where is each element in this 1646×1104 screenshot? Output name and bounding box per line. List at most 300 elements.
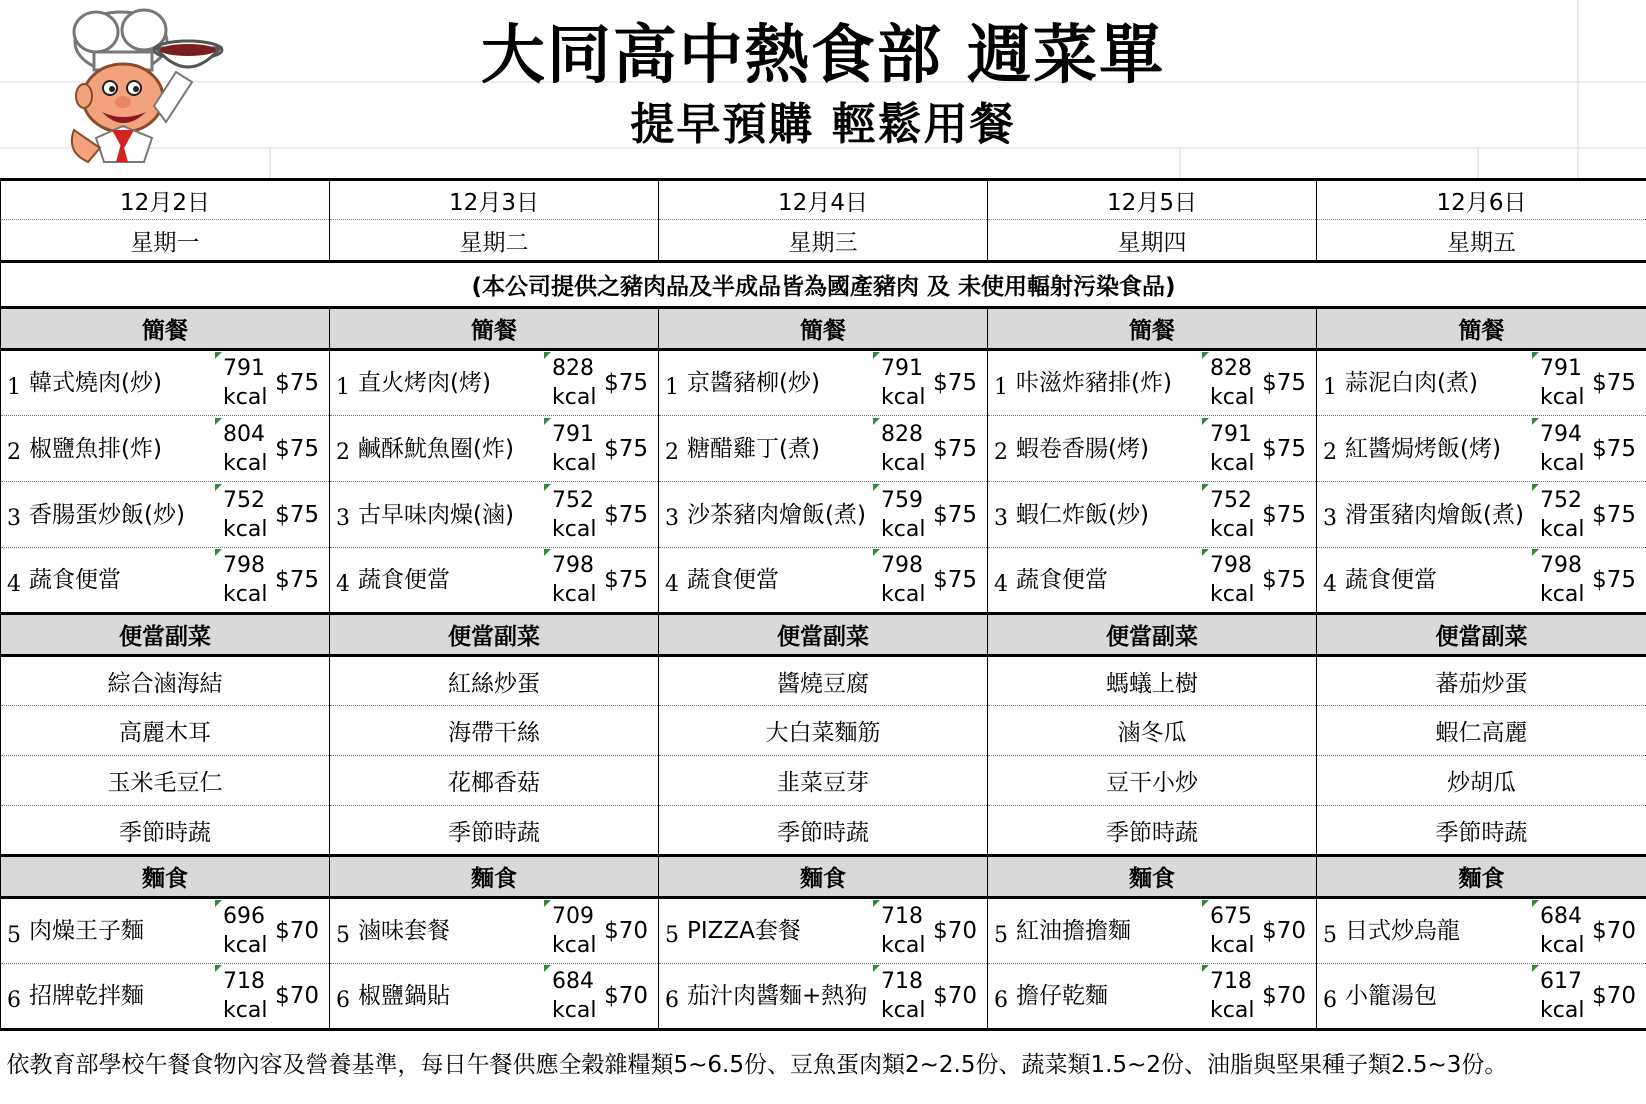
- item-calories: [873, 967, 931, 1025]
- item-price: $70: [275, 983, 319, 1009]
- section-header-noodles: 麵食: [1317, 856, 1646, 898]
- calories-unit: kcal: [552, 998, 597, 1023]
- date-cell: 12月6日: [1317, 180, 1646, 220]
- item-number: 4: [1323, 571, 1337, 597]
- item-price: $75: [604, 567, 648, 593]
- calories-value: 696: [223, 904, 265, 929]
- item-calories: [215, 551, 273, 609]
- item-number: 4: [665, 571, 679, 597]
- item-number: 2: [7, 440, 21, 465]
- item-calories: [1532, 967, 1590, 1025]
- menu-item: [988, 350, 1317, 416]
- item-calories: [1202, 486, 1260, 544]
- item-number: 2: [336, 440, 350, 465]
- page-title: 大同高中熱食部 週菜單: [480, 19, 1166, 93]
- calories-unit: kcal: [552, 450, 597, 476]
- weekday-cell: 星期三: [659, 220, 988, 262]
- side-dish: 滷冬瓜: [988, 706, 1317, 756]
- menu-item-content: [330, 964, 658, 1028]
- menu-item-content: [330, 548, 658, 612]
- item-number: 3: [7, 506, 21, 531]
- menu-item-content: [330, 416, 658, 481]
- side-dish: 豆干小炒: [988, 756, 1317, 806]
- menu-item-content: [659, 351, 987, 415]
- item-calories: [544, 967, 602, 1025]
- side-row: [1, 656, 1646, 706]
- calories-unit: kcal: [1540, 516, 1585, 542]
- item-name: 古早味肉燥(滷): [358, 501, 514, 528]
- side-dish: 玉米毛豆仁: [1, 756, 330, 806]
- side-dish: 海帶干絲: [330, 706, 659, 756]
- section-header-meals: 簡餐: [330, 308, 659, 350]
- weekday-cell: 星期五: [1317, 220, 1646, 262]
- menu-item-content: [1, 351, 329, 415]
- item-row: [1, 482, 1646, 548]
- side-dish: 高麗木耳: [1, 706, 330, 756]
- menu-item: [330, 898, 659, 964]
- item-name: 蒜泥白肉(煮): [1345, 370, 1478, 396]
- section-header-noodles: 麵食: [988, 856, 1317, 898]
- item-number: 1: [7, 374, 21, 400]
- item-name: 沙茶豬肉燴飯(煮): [687, 501, 866, 528]
- item-price: $70: [1592, 918, 1636, 944]
- calories-unit: kcal: [223, 933, 268, 958]
- calories-unit: kcal: [881, 516, 926, 542]
- item-price: $70: [604, 918, 648, 944]
- item-price: $75: [604, 435, 648, 462]
- item-name: 滑蛋豬肉燴飯(煮): [1345, 501, 1524, 528]
- item-number: 6: [7, 987, 21, 1013]
- item-row: [1, 964, 1646, 1030]
- menu-item: [659, 482, 988, 548]
- item-price: $75: [1262, 435, 1306, 462]
- date-cell: 12月5日: [988, 180, 1317, 220]
- item-calories: [1202, 420, 1260, 478]
- item-price: $75: [1262, 370, 1306, 396]
- item-row: [1, 350, 1646, 416]
- menu-item-content: [659, 482, 987, 547]
- item-number: 6: [336, 987, 350, 1013]
- date-row: [1, 180, 1646, 220]
- menu-item-content: [988, 351, 1316, 415]
- menu-item-content: [330, 482, 658, 547]
- menu-item-content: [988, 416, 1316, 481]
- menu-item-content: [988, 964, 1316, 1028]
- calories-unit: kcal: [552, 582, 597, 607]
- date-cell: 12月4日: [659, 180, 988, 220]
- menu-item-content: [659, 416, 987, 481]
- item-calories: [873, 486, 931, 544]
- weekly-menu-table: [0, 178, 1646, 1100]
- menu-item-content: [1, 899, 329, 963]
- item-calories: [873, 551, 931, 609]
- item-calories: [1532, 354, 1590, 412]
- item-calories: [544, 420, 602, 478]
- item-calories: [873, 354, 931, 412]
- calories-value: 684: [552, 969, 594, 994]
- item-name: 椒鹽魚排(炸): [29, 435, 162, 462]
- calories-value: 791: [1540, 356, 1582, 381]
- calories-value: 791: [223, 356, 265, 381]
- item-name: 小籠湯包: [1345, 983, 1437, 1009]
- item-calories: [1532, 551, 1590, 609]
- item-price: $75: [275, 567, 319, 593]
- item-name: 鹹酥魷魚圈(炸): [358, 435, 514, 462]
- calories-value: 798: [881, 553, 923, 578]
- menu-item: [988, 964, 1317, 1030]
- section-row: [1, 614, 1646, 656]
- calories-unit: kcal: [552, 516, 597, 542]
- item-name: PIZZA套餐: [687, 918, 801, 944]
- item-number: 5: [1323, 922, 1337, 948]
- item-name: 蝦卷香腸(烤): [1016, 435, 1149, 462]
- menu-header: [0, 0, 1646, 178]
- item-calories: [1532, 902, 1590, 960]
- calories-value: 794: [1540, 421, 1582, 447]
- calories-value: 759: [881, 487, 923, 513]
- item-number: 2: [994, 440, 1008, 465]
- calories-unit: kcal: [223, 516, 268, 542]
- item-number: 4: [7, 571, 21, 597]
- side-dish: 季節時蔬: [659, 806, 988, 856]
- calories-unit: kcal: [1210, 933, 1255, 958]
- item-number: 2: [665, 440, 679, 465]
- item-price: $75: [275, 501, 319, 528]
- calories-value: 718: [1210, 969, 1252, 994]
- menu-item: [988, 416, 1317, 482]
- item-name: 椒鹽鍋貼: [358, 983, 450, 1009]
- item-calories: [544, 354, 602, 412]
- item-number: 5: [336, 922, 350, 948]
- footer-row: [1, 1030, 1646, 1100]
- calories-value: 828: [881, 421, 923, 447]
- calories-value: 752: [552, 487, 594, 513]
- item-price: $75: [1592, 435, 1636, 462]
- item-price: $75: [1592, 501, 1636, 528]
- menu-item: [1, 548, 330, 614]
- calories-value: 798: [552, 553, 594, 578]
- menu-item-content: [1, 416, 329, 481]
- calories-unit: kcal: [1210, 516, 1255, 542]
- section-header-side: 便當副菜: [1, 614, 330, 656]
- section-header-meals: 簡餐: [1, 308, 330, 350]
- side-dish: 綜合滷海結: [1, 656, 330, 706]
- calories-unit: kcal: [881, 582, 926, 607]
- side-row: [1, 756, 1646, 806]
- calories-unit: kcal: [881, 998, 926, 1023]
- item-name: 香腸蛋炒飯(炒): [29, 501, 185, 528]
- menu-item-content: [1, 964, 329, 1028]
- calories-unit: kcal: [223, 450, 268, 476]
- calories-unit: kcal: [881, 933, 926, 958]
- calories-unit: kcal: [1540, 582, 1585, 607]
- weekday-cell: 星期四: [988, 220, 1317, 262]
- item-calories: [1202, 902, 1260, 960]
- nutrition-note: 依教育部學校午餐食物內容及營養基準，每日午餐供應全穀雜糧類5~6.5份、豆魚蛋肉類2~2.5份、蔬菜類1.5~2份、油脂與堅果種子類2.5~3份。: [1, 1030, 1646, 1100]
- menu-item: [1, 350, 330, 416]
- item-calories: [215, 967, 273, 1025]
- side-row: [1, 806, 1646, 856]
- item-calories: [215, 486, 273, 544]
- section-header-side: 便當副菜: [330, 614, 659, 656]
- item-row: [1, 898, 1646, 964]
- section-header-side: 便當副菜: [1317, 614, 1646, 656]
- item-name: 紅醬焗烤飯(烤): [1345, 435, 1501, 462]
- item-calories: [215, 420, 273, 478]
- calories-unit: kcal: [1540, 450, 1585, 476]
- calories-value: 798: [1540, 553, 1582, 578]
- menu-item-content: [330, 351, 658, 415]
- calories-unit: kcal: [1540, 998, 1585, 1023]
- menu-item: [659, 416, 988, 482]
- item-calories: [873, 420, 931, 478]
- item-calories: [1532, 420, 1590, 478]
- calories-unit: kcal: [1210, 385, 1255, 410]
- calories-unit: kcal: [223, 385, 268, 410]
- weekday-cell: 星期一: [1, 220, 330, 262]
- item-name: 蔬食便當: [358, 567, 450, 593]
- menu-item: [330, 964, 659, 1030]
- item-name: 蔬食便當: [1345, 567, 1437, 593]
- item-number: 6: [994, 987, 1008, 1013]
- calories-value: 752: [1210, 487, 1252, 513]
- item-number: 4: [336, 571, 350, 597]
- calories-unit: kcal: [881, 385, 926, 410]
- notice-row: [1, 262, 1646, 308]
- menu-item: [1, 964, 330, 1030]
- menu-item: [659, 350, 988, 416]
- section-header-noodles: 麵食: [659, 856, 988, 898]
- calories-value: 718: [223, 969, 265, 994]
- item-calories: [1202, 354, 1260, 412]
- menu-item-content: [1317, 482, 1646, 547]
- item-name: 咔滋炸豬排(炸): [1016, 370, 1172, 396]
- calories-value: 684: [1540, 904, 1582, 929]
- menu-item: [988, 548, 1317, 614]
- item-name: 肉燥王子麵: [29, 918, 144, 944]
- section-row: [1, 856, 1646, 898]
- menu-item: [330, 350, 659, 416]
- item-price: $75: [933, 501, 977, 528]
- page-subtitle: 提早預購 輕鬆用餐: [630, 99, 1016, 150]
- side-dish: 螞蟻上樹: [988, 656, 1317, 706]
- item-number: 3: [336, 506, 350, 531]
- menu-item-content: [330, 899, 658, 963]
- side-dish: 醬燒豆腐: [659, 656, 988, 706]
- side-row: [1, 706, 1646, 756]
- calories-unit: kcal: [1210, 998, 1255, 1023]
- item-price: $75: [933, 370, 977, 396]
- item-name: 招牌乾拌麵: [29, 983, 144, 1009]
- calories-value: 798: [223, 553, 265, 578]
- date-cell: 12月2日: [1, 180, 330, 220]
- calories-value: 791: [881, 356, 923, 381]
- item-number: 5: [665, 922, 679, 948]
- menu-item: [1317, 350, 1646, 416]
- notice-text: (本公司提供之豬肉品及半成品皆為國產豬肉 及 未使用輻射污染食品): [1, 262, 1646, 308]
- item-calories: [873, 902, 931, 960]
- item-price: $75: [1262, 501, 1306, 528]
- menu-item: [988, 898, 1317, 964]
- section-header-meals: 簡餐: [659, 308, 988, 350]
- side-dish: 季節時蔬: [988, 806, 1317, 856]
- menu-item: [1, 898, 330, 964]
- item-price: $75: [1262, 567, 1306, 593]
- menu-item-content: [1, 482, 329, 547]
- side-dish: 紅絲炒蛋: [330, 656, 659, 706]
- menu-item-content: [1317, 416, 1646, 481]
- side-dish: 蝦仁高麗: [1317, 706, 1646, 756]
- item-number: 5: [7, 922, 21, 948]
- item-number: 1: [994, 374, 1008, 400]
- calories-value: 791: [552, 421, 594, 447]
- item-calories: [544, 486, 602, 544]
- item-number: 1: [1323, 374, 1337, 400]
- menu-item-content: [659, 964, 987, 1028]
- menu-item-content: [659, 899, 987, 963]
- menu-item: [659, 898, 988, 964]
- item-price: $75: [1592, 567, 1636, 593]
- item-name: 蔬食便當: [687, 567, 779, 593]
- item-price: $75: [933, 435, 977, 462]
- calories-unit: kcal: [1540, 933, 1585, 958]
- menu-item: [659, 548, 988, 614]
- menu-item-content: [1317, 548, 1646, 612]
- section-header-noodles: 麵食: [330, 856, 659, 898]
- item-price: $70: [1262, 918, 1306, 944]
- item-calories: [1202, 551, 1260, 609]
- calories-unit: kcal: [552, 385, 597, 410]
- item-price: $70: [933, 918, 977, 944]
- item-calories: [1202, 967, 1260, 1025]
- item-calories: [215, 354, 273, 412]
- item-price: $70: [933, 983, 977, 1009]
- calories-value: 752: [223, 487, 265, 513]
- item-name: 日式炒烏龍: [1345, 918, 1460, 944]
- item-number: 4: [994, 571, 1008, 597]
- menu-item-content: [1317, 351, 1646, 415]
- menu-item: [1317, 964, 1646, 1030]
- calories-value: 798: [1210, 553, 1252, 578]
- item-name: 蔬食便當: [1016, 567, 1108, 593]
- calories-value: 675: [1210, 904, 1252, 929]
- side-dish: 季節時蔬: [1, 806, 330, 856]
- item-price: $75: [275, 435, 319, 462]
- menu-item-content: [988, 899, 1316, 963]
- calories-value: 828: [552, 356, 594, 381]
- calories-unit: kcal: [881, 450, 926, 476]
- item-price: $75: [1592, 370, 1636, 396]
- menu-item-content: [988, 548, 1316, 612]
- item-name: 糖醋雞丁(煮): [687, 435, 820, 462]
- menu-item: [659, 964, 988, 1030]
- weekday-row: [1, 220, 1646, 262]
- calories-unit: kcal: [1210, 582, 1255, 607]
- item-row: [1, 416, 1646, 482]
- item-calories: [544, 902, 602, 960]
- menu-item: [1, 416, 330, 482]
- item-price: $70: [1262, 983, 1306, 1009]
- side-dish: 炒胡瓜: [1317, 756, 1646, 806]
- calories-value: 804: [223, 421, 265, 447]
- menu-item-content: [659, 548, 987, 612]
- calories-unit: kcal: [1210, 450, 1255, 476]
- menu-item: [1317, 548, 1646, 614]
- date-cell: 12月3日: [330, 180, 659, 220]
- item-name: 紅油擔擔麵: [1016, 918, 1131, 944]
- menu-item: [1317, 416, 1646, 482]
- item-number: 3: [1323, 506, 1337, 531]
- item-calories: [215, 902, 273, 960]
- item-name: 京醬豬柳(炒): [687, 370, 820, 396]
- menu-item: [1317, 482, 1646, 548]
- menu-item-content: [1317, 899, 1646, 963]
- menu-item: [988, 482, 1317, 548]
- item-price: $70: [604, 983, 648, 1009]
- side-dish: 季節時蔬: [1317, 806, 1646, 856]
- calories-value: 752: [1540, 487, 1582, 513]
- item-name: 直火烤肉(烤): [358, 370, 491, 396]
- section-row: [1, 308, 1646, 350]
- item-name: 滷味套餐: [358, 918, 450, 944]
- item-name: 蝦仁炸飯(炒): [1016, 501, 1149, 528]
- item-name: 擔仔乾麵: [1016, 983, 1108, 1009]
- section-header-side: 便當副菜: [988, 614, 1317, 656]
- weekday-cell: 星期二: [330, 220, 659, 262]
- side-dish: 季節時蔬: [330, 806, 659, 856]
- item-name: 蔬食便當: [29, 567, 121, 593]
- item-number: 6: [665, 987, 679, 1013]
- calories-value: 709: [552, 904, 594, 929]
- calories-unit: kcal: [223, 998, 268, 1023]
- side-dish: 蕃茄炒蛋: [1317, 656, 1646, 706]
- section-header-noodles: 麵食: [1, 856, 330, 898]
- item-price: $75: [604, 501, 648, 528]
- item-number: 5: [994, 922, 1008, 948]
- side-dish: 花椰香菇: [330, 756, 659, 806]
- calories-value: 718: [881, 969, 923, 994]
- menu-item-content: [988, 482, 1316, 547]
- item-number: 1: [665, 374, 679, 400]
- calories-value: 617: [1540, 969, 1582, 994]
- menu-item: [1317, 898, 1646, 964]
- menu-item: [330, 482, 659, 548]
- item-price: $70: [275, 918, 319, 944]
- calories-unit: kcal: [552, 933, 597, 958]
- item-calories: [1532, 486, 1590, 544]
- menu-item: [330, 416, 659, 482]
- section-header-meals: 簡餐: [988, 308, 1317, 350]
- section-header-side: 便當副菜: [659, 614, 988, 656]
- calories-unit: kcal: [1540, 385, 1585, 410]
- item-row: [1, 548, 1646, 614]
- side-dish: 大白菜麵筋: [659, 706, 988, 756]
- side-dish: 韭菜豆芽: [659, 756, 988, 806]
- calories-value: 791: [1210, 421, 1252, 447]
- item-number: 1: [336, 374, 350, 400]
- calories-value: 828: [1210, 356, 1252, 381]
- item-price: $70: [1592, 983, 1636, 1009]
- menu-item-content: [1317, 964, 1646, 1028]
- item-number: 2: [1323, 440, 1337, 465]
- item-number: 6: [1323, 987, 1337, 1013]
- section-header-meals: 簡餐: [1317, 308, 1646, 350]
- item-price: $75: [933, 567, 977, 593]
- menu-item: [1, 482, 330, 548]
- calories-value: 718: [881, 904, 923, 929]
- item-number: 3: [994, 506, 1008, 531]
- item-name: 茄汁肉醬麵+熱狗: [687, 983, 868, 1009]
